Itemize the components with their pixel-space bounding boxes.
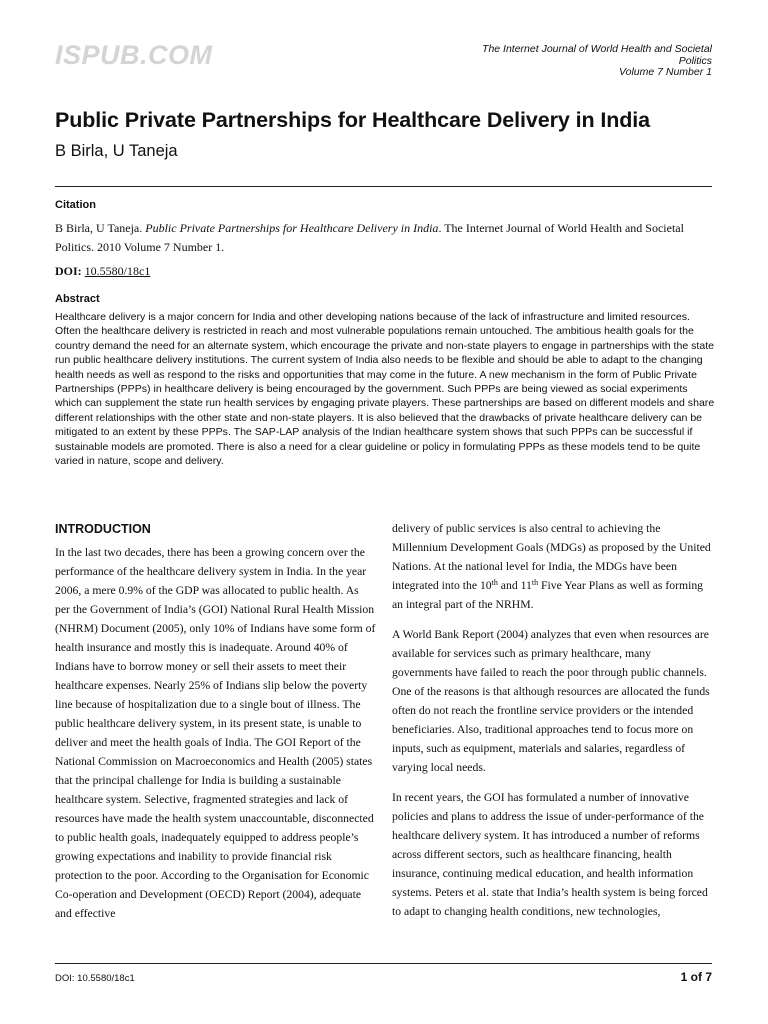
section-heading-introduction: INTRODUCTION [55,522,151,536]
doi-label: DOI: [55,264,82,278]
journal-volume: Volume 7 Number 1 [619,66,712,78]
citation-title: Public Private Partnerships for Healthcare Delivery in India [145,221,439,235]
body-paragraph: A World Bank Report (2004) analyzes that even when resources are available for services such as primary healthcare, many governments have failed to reach the poor through public channels. One of the reasons is that although resources are allocated the funds often do not reach the frontline service providers or the intended beneficiaries. Also, traditional approaches tend to focus more on inputs, such as equipment, materials and salaries, regardless of varying local needs. [392,628,710,774]
paragraph-text: delivery of public services is also central to achieving the Millennium Development Goals (MDGs) as proposed by the United Nations. At the national level for India, the MDGs have been integrated into the 10 [392,522,711,592]
body-paragraph [392,519,713,614]
journal-info [482,44,712,79]
citation-authors: B Birla, U Taneja. [55,221,146,235]
article-authors: B Birla, U Taneja [55,142,178,160]
citation-source: . The Internet Journal of World Health and Societal Politics. 2010 Volume 7 Number 1. [55,221,684,254]
superscript: th [491,578,498,587]
abstract-heading: Abstract [55,293,100,305]
doi-line [55,264,150,279]
superscript: th [531,578,539,587]
journal-logo: ISPUB.COM [55,40,213,70]
article-title: Public Private Partnerships for Healthcare Delivery in India [55,108,651,132]
footer-doi: DOI: 10.5580/18c1 [55,973,135,984]
doi-link[interactable]: 10.5580/18c1 [84,264,151,278]
paragraph-text: and 11 [497,579,532,592]
abstract-text: Healthcare delivery is a major concern for India and other developing nations because of the lack of infrastructure and limited resources. Often the healthcare delivery is restricted in reach and most vulnerable populations remain untouched. The ambitious health goals for the country demand the need for an alternate system, which encourage the private and non-state players to engage in partnerships with the state run public healthcare delivery institutions. The current system of India also needs to be flexible and should be able to adapt to the changing health needs as well as respond to the risks and opportunities that may come in the future. A new mechanism in the form of Public Private Partnerships (PPPs) in healthcare delivery is being encouraged by the government. Such PPPs are being viewed as social experiments which can supplement the state run health services by engaging private players. These partnerships are based on different models and share different relationships with the other state and non-state players. It is also believed that the drawbacks of private healthcare delivery can be mitigated to an extent by these PPPs. The SAP-LAP analysis of the Indian healthcare system shows that such PPPs can be successful if sustainable models are promoted. There is also a need for a clear guideline or policy in formulating PPPs as these models tend to be quite varied in nature, scope and delivery. [55,311,715,468]
page-number: 1 of 7 [680,970,712,984]
footer-divider [55,963,712,964]
journal-name-line1: The Internet Journal of World Health and Societal [482,43,712,55]
body-left-column [55,519,376,934]
citation-heading: Citation [55,199,96,211]
body-right-column [392,519,713,932]
header-divider [55,186,712,187]
citation-text [55,219,715,256]
body-paragraph: In recent years, the GOI has formulated a number of innovative policies and plans to address the issue of under-performance of the healthcare delivery system. It has introduced a number of reforms across different sectors, such as healthcare financing, health insurance, continuing medical education, and health information systems. Peters et al. state that India’s health system is being forced to adapt to changing health conditions, new technologies, [392,791,708,918]
body-paragraph: In the last two decades, there has been a growing concern over the performance of the healthcare delivery system in India. In the year 2006, a mere 0.9% of the GDP was allocated to public health. As per the Government of India’s (GOI) National Rural Health Mission (NHRM) Document (2005), only 10% of Indians have some form of health insurance and mostly this is inadequate. Around 40% of Indians have to borrow money or sell their assets to meet their healthcare expenses. Nearly 25% of Indians slip below the poverty line because of hospitalization due to a single bout of illness. The public healthcare delivery system, in its present state, is unable to deliver and meet the health goals of India. The GOI Report of the National Commission on Macroeconomics and Health (2005) states that the principal challenge for India is building a sustainable healthcare system. Selective, fragmented strategies and lack of resources have made the health system unaccountable, disconnected to public health goals, inadequately equipped to address people’s growing expectations and inability to provide financial risk protection to the poor. According to the Organisation for Economic Co-operation and Development (OECD) Report (2004), adequate and effective [55,546,376,920]
paragraph-text: Five Year Plans as well as forming an integral part of the NRHM. [392,579,704,611]
journal-name-line2: Politics [678,54,712,67]
